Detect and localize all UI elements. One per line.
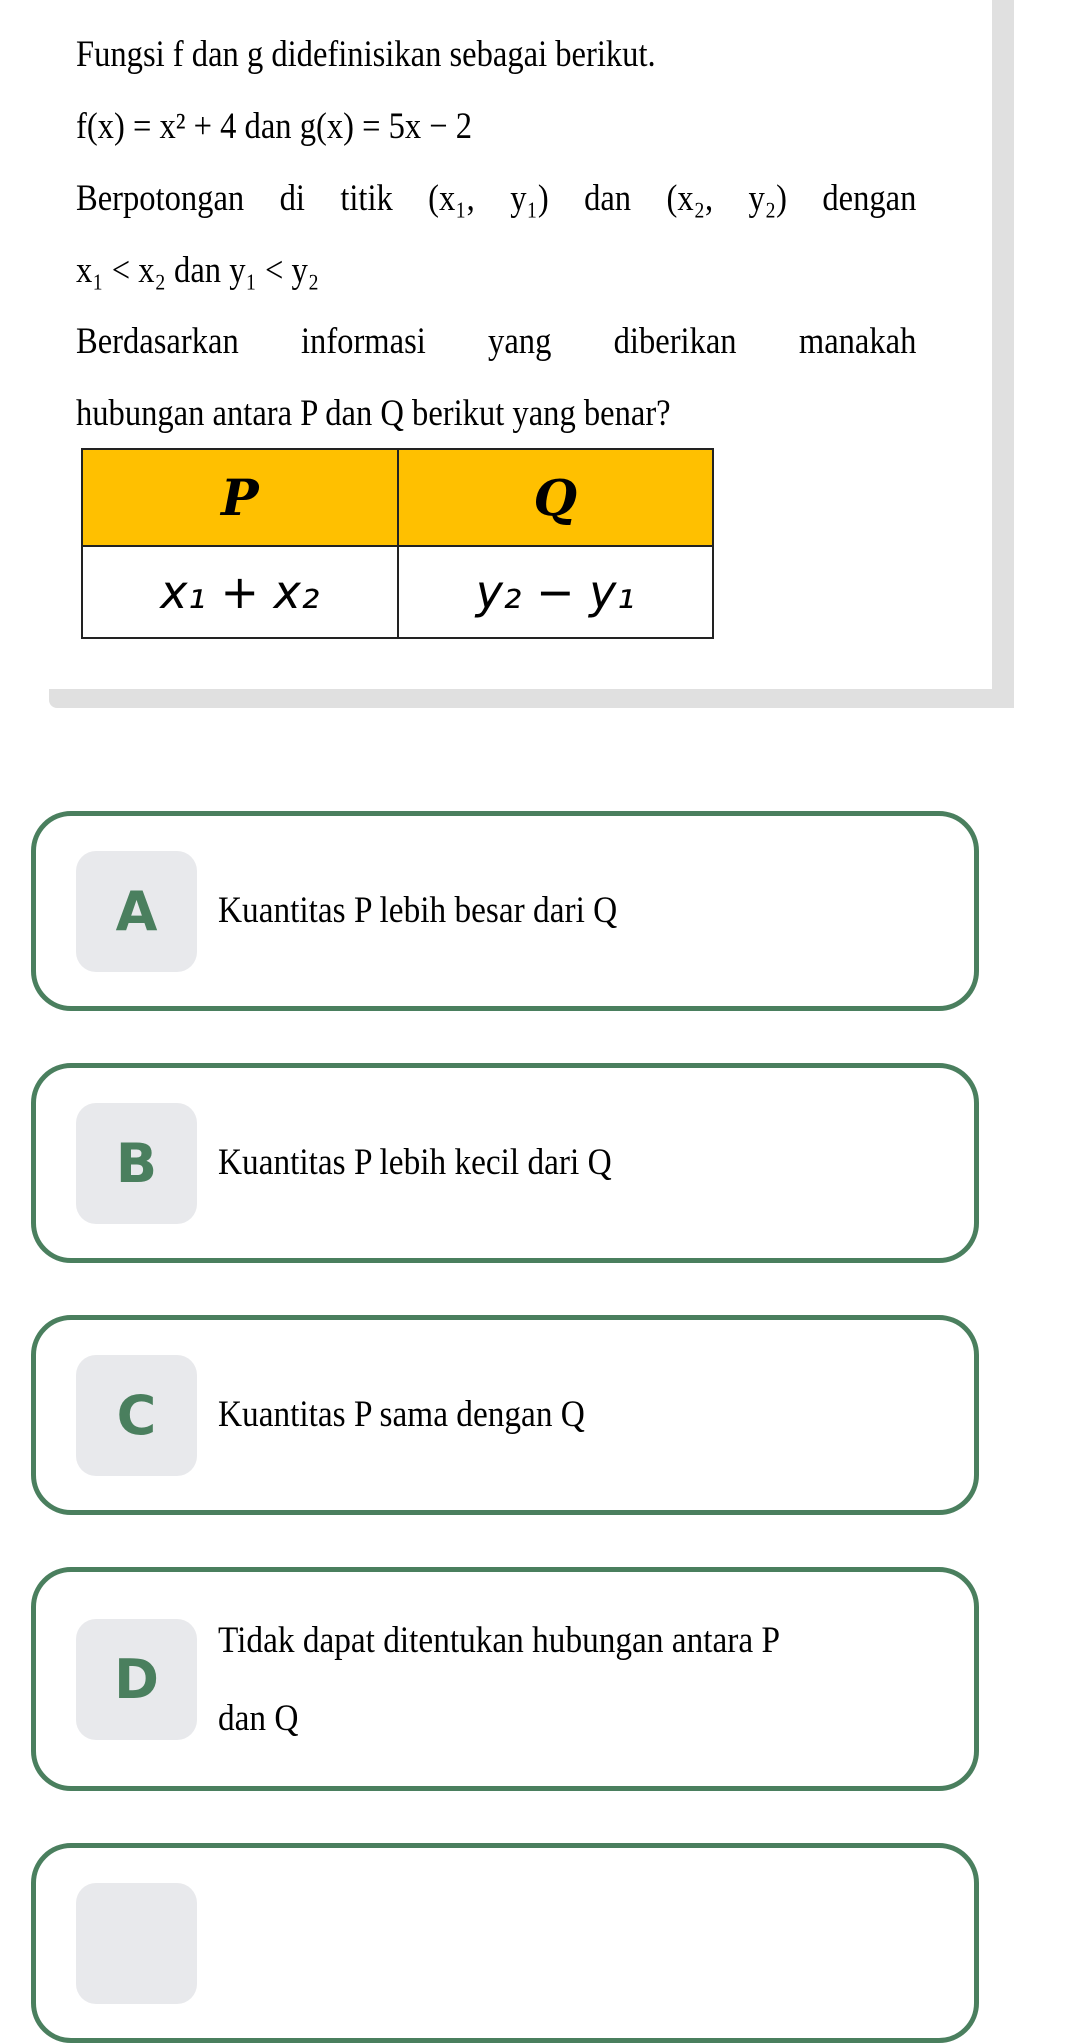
cell-p: x₁ + x₂	[82, 546, 398, 638]
option-b[interactable]	[31, 1063, 979, 1263]
option-text-b: Kuantitas P lebih kecil dari Q	[218, 1142, 612, 1183]
question-line-3: Berpotongan di titik (x₁, y₁) dan (x₂, y₂) dengan	[76, 178, 917, 219]
option-text-c: Kuantitas P sama dengan Q	[218, 1394, 585, 1435]
option-letter-a: A	[76, 851, 197, 972]
option-letter-e	[76, 1883, 197, 2004]
option-e[interactable]	[31, 1843, 979, 2043]
option-letter-d: D	[76, 1619, 197, 1740]
header-q: Q	[398, 449, 714, 546]
header-p: P	[82, 449, 398, 546]
option-letter-c: C	[76, 1355, 197, 1476]
question-line-2: f(x) = x² + 4 dan g(x) = 5x − 2	[76, 106, 473, 147]
option-text-d-line2: dan Q	[218, 1698, 299, 1739]
question-line-6: hubungan antara P dan Q berikut yang benar?	[76, 393, 671, 434]
option-c[interactable]	[31, 1315, 979, 1515]
option-letter-b: B	[76, 1103, 197, 1224]
option-a[interactable]	[31, 811, 979, 1011]
pq-table	[81, 448, 714, 639]
option-text-d: Tidak dapat ditentukan hubungan antara P	[218, 1620, 780, 1661]
question-line-5: Berdasarkan informasi yang diberikan manakah	[76, 321, 917, 362]
question-card	[0, 0, 992, 689]
question-line-4: x₁ < x₂ dan y₁ < y₂	[76, 250, 320, 291]
option-d[interactable]	[31, 1567, 979, 1791]
cell-q: y₂ − y₁	[398, 546, 714, 638]
option-text-a: Kuantitas P lebih besar dari Q	[218, 890, 618, 931]
question-line-1: Fungsi f dan g didefinisikan sebagai berikut.	[76, 34, 656, 75]
card-shadow-bottom	[49, 689, 1014, 708]
card-shadow-right	[992, 0, 1014, 708]
